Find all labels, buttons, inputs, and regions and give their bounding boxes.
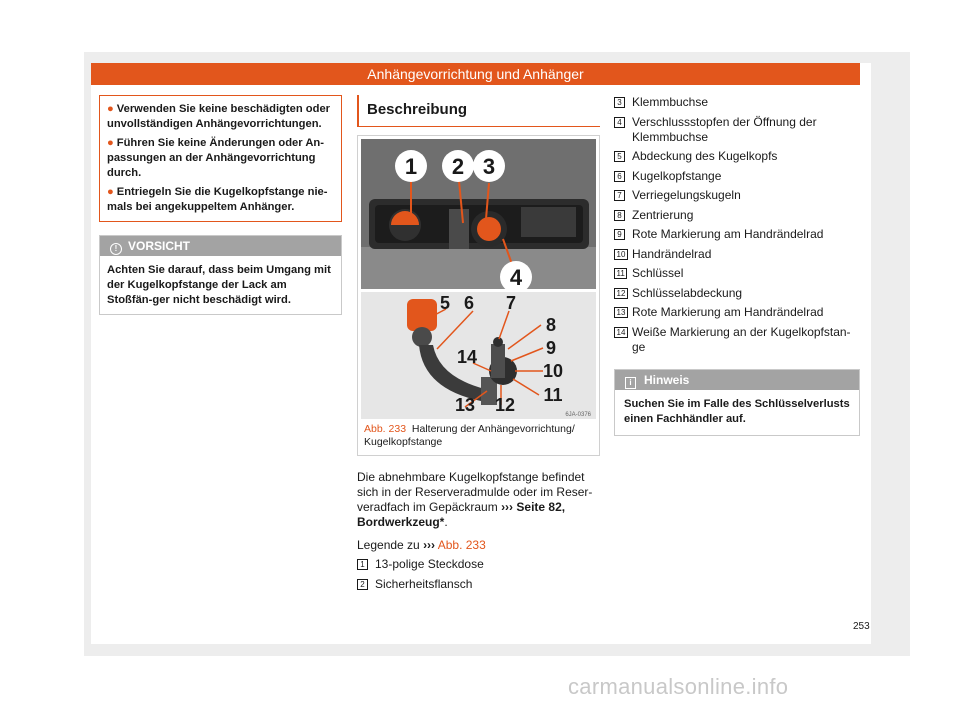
figure [357,135,600,456]
callout-3: 3 [482,154,496,179]
legend-item: 9 Rote Markierung am Handrändelrad [614,227,860,242]
watermark: carmanualsonline.info [568,674,789,699]
callout-8: 8 [545,315,557,335]
legend-item: 8 Zentrierung [614,208,860,223]
warning-bullet: ● Führen Sie keine Änderungen oder An-passungen an der Anhängevorrichtung durch. [107,137,324,179]
caution-header: ! VORSICHT [100,236,341,256]
section-title: Beschreibung [357,95,600,127]
page-reference-link[interactable]: ››› Seite 82, Bordwerkzeug* [357,500,566,529]
page-number: 253 [853,621,870,632]
legend-item: 2 Sicherheitsflansch [357,577,600,592]
callout-11: 11 [543,385,563,405]
figure-code: 6JA-0376 [565,412,591,418]
legend-item: 1 13-polige Steckdose [357,557,600,572]
legend-item: 14 Weiße Markierung an der Kugelkopfstan-ge [614,325,860,355]
hint-box [614,369,860,436]
bullet-icon: ● [107,103,114,115]
caution-box [99,235,342,315]
callout-6: 6 [463,293,475,313]
info-icon: i [625,377,636,389]
callout-13: 13 [454,395,476,415]
right-column [614,95,860,436]
hint-text: Suchen Sie im Falle des Schlüsselverlusts einen Fachhändler auf. [624,397,850,425]
legend-item: 11 Schlüssel [614,266,860,281]
caption-label: Abb. 233 [364,423,407,435]
warning-bullet: ● Verwenden Sie keine beschädigten oder unvollständigen Anhängevorrichtungen. [107,103,331,130]
bullet-icon: ● [107,186,114,198]
callout-4: 4 [509,265,523,290]
callout-14: 14 [456,347,478,367]
legend-item: 7 Verriegelungskugeln [614,188,860,203]
alert-circle-icon: ! [110,243,122,255]
callout-7: 7 [505,293,517,313]
page-header: Anhängevorrichtung und Anhänger [91,63,860,85]
callout-1: 1 [404,154,418,179]
callout-12: 12 [494,395,516,415]
warning-bullet: ● Entriegeln Sie die Kugelkopfstange nie-mals bei angekuppeltem Anhänger. [107,186,328,213]
callout-10: 10 [542,361,564,381]
callout-5: 5 [439,293,451,313]
callout-9: 9 [545,338,557,358]
left-column [99,95,342,315]
caution-text: Achten Sie darauf, dass beim Umgang mit der Kugelkopfstange der Lack am Stoßfän-ger nicht beschädigt wird. [107,264,331,306]
legend-intro: Legende zu ››› Abb. 233 [357,538,486,552]
towbar-illustration [361,139,596,419]
legend-list-part2 [614,95,860,355]
legend-item: 5 Abdeckung des Kugelkopfs [614,149,860,164]
callout-2: 2 [451,154,465,179]
bullet-icon: ● [107,137,114,149]
legend-item: 3 Klemmbuchse [614,95,860,110]
warning-box [99,95,342,222]
legend-item: 6 Kugelkopfstange [614,169,860,184]
body-paragraph: Die abnehmbare Kugelkopfstange befindet sich in der Reserveradmulde oder im Reser-veradfach im Gepäckraum ››› Seite 82, Bordwerkzeug*. [357,470,593,529]
hint-header: i Hinweis [615,370,859,390]
legend-item: 10 Handrändelrad [614,247,860,262]
figure-reference-link[interactable]: ››› Abb. 233 [423,538,486,552]
caption-text: Halterung der Anhängevorrichtung/ Kugelkopfstange [364,423,575,448]
legend-item: 12 Schlüsselabdeckung [614,286,860,301]
legend-list-part1 [357,557,600,592]
legend-item: 4 Verschlussstopfen der Öffnung der Klemmbuchse [614,115,860,145]
legend-item: 13 Rote Markierung am Handrändelrad [614,305,860,320]
figure-caption [361,419,596,452]
middle-column [357,95,600,596]
